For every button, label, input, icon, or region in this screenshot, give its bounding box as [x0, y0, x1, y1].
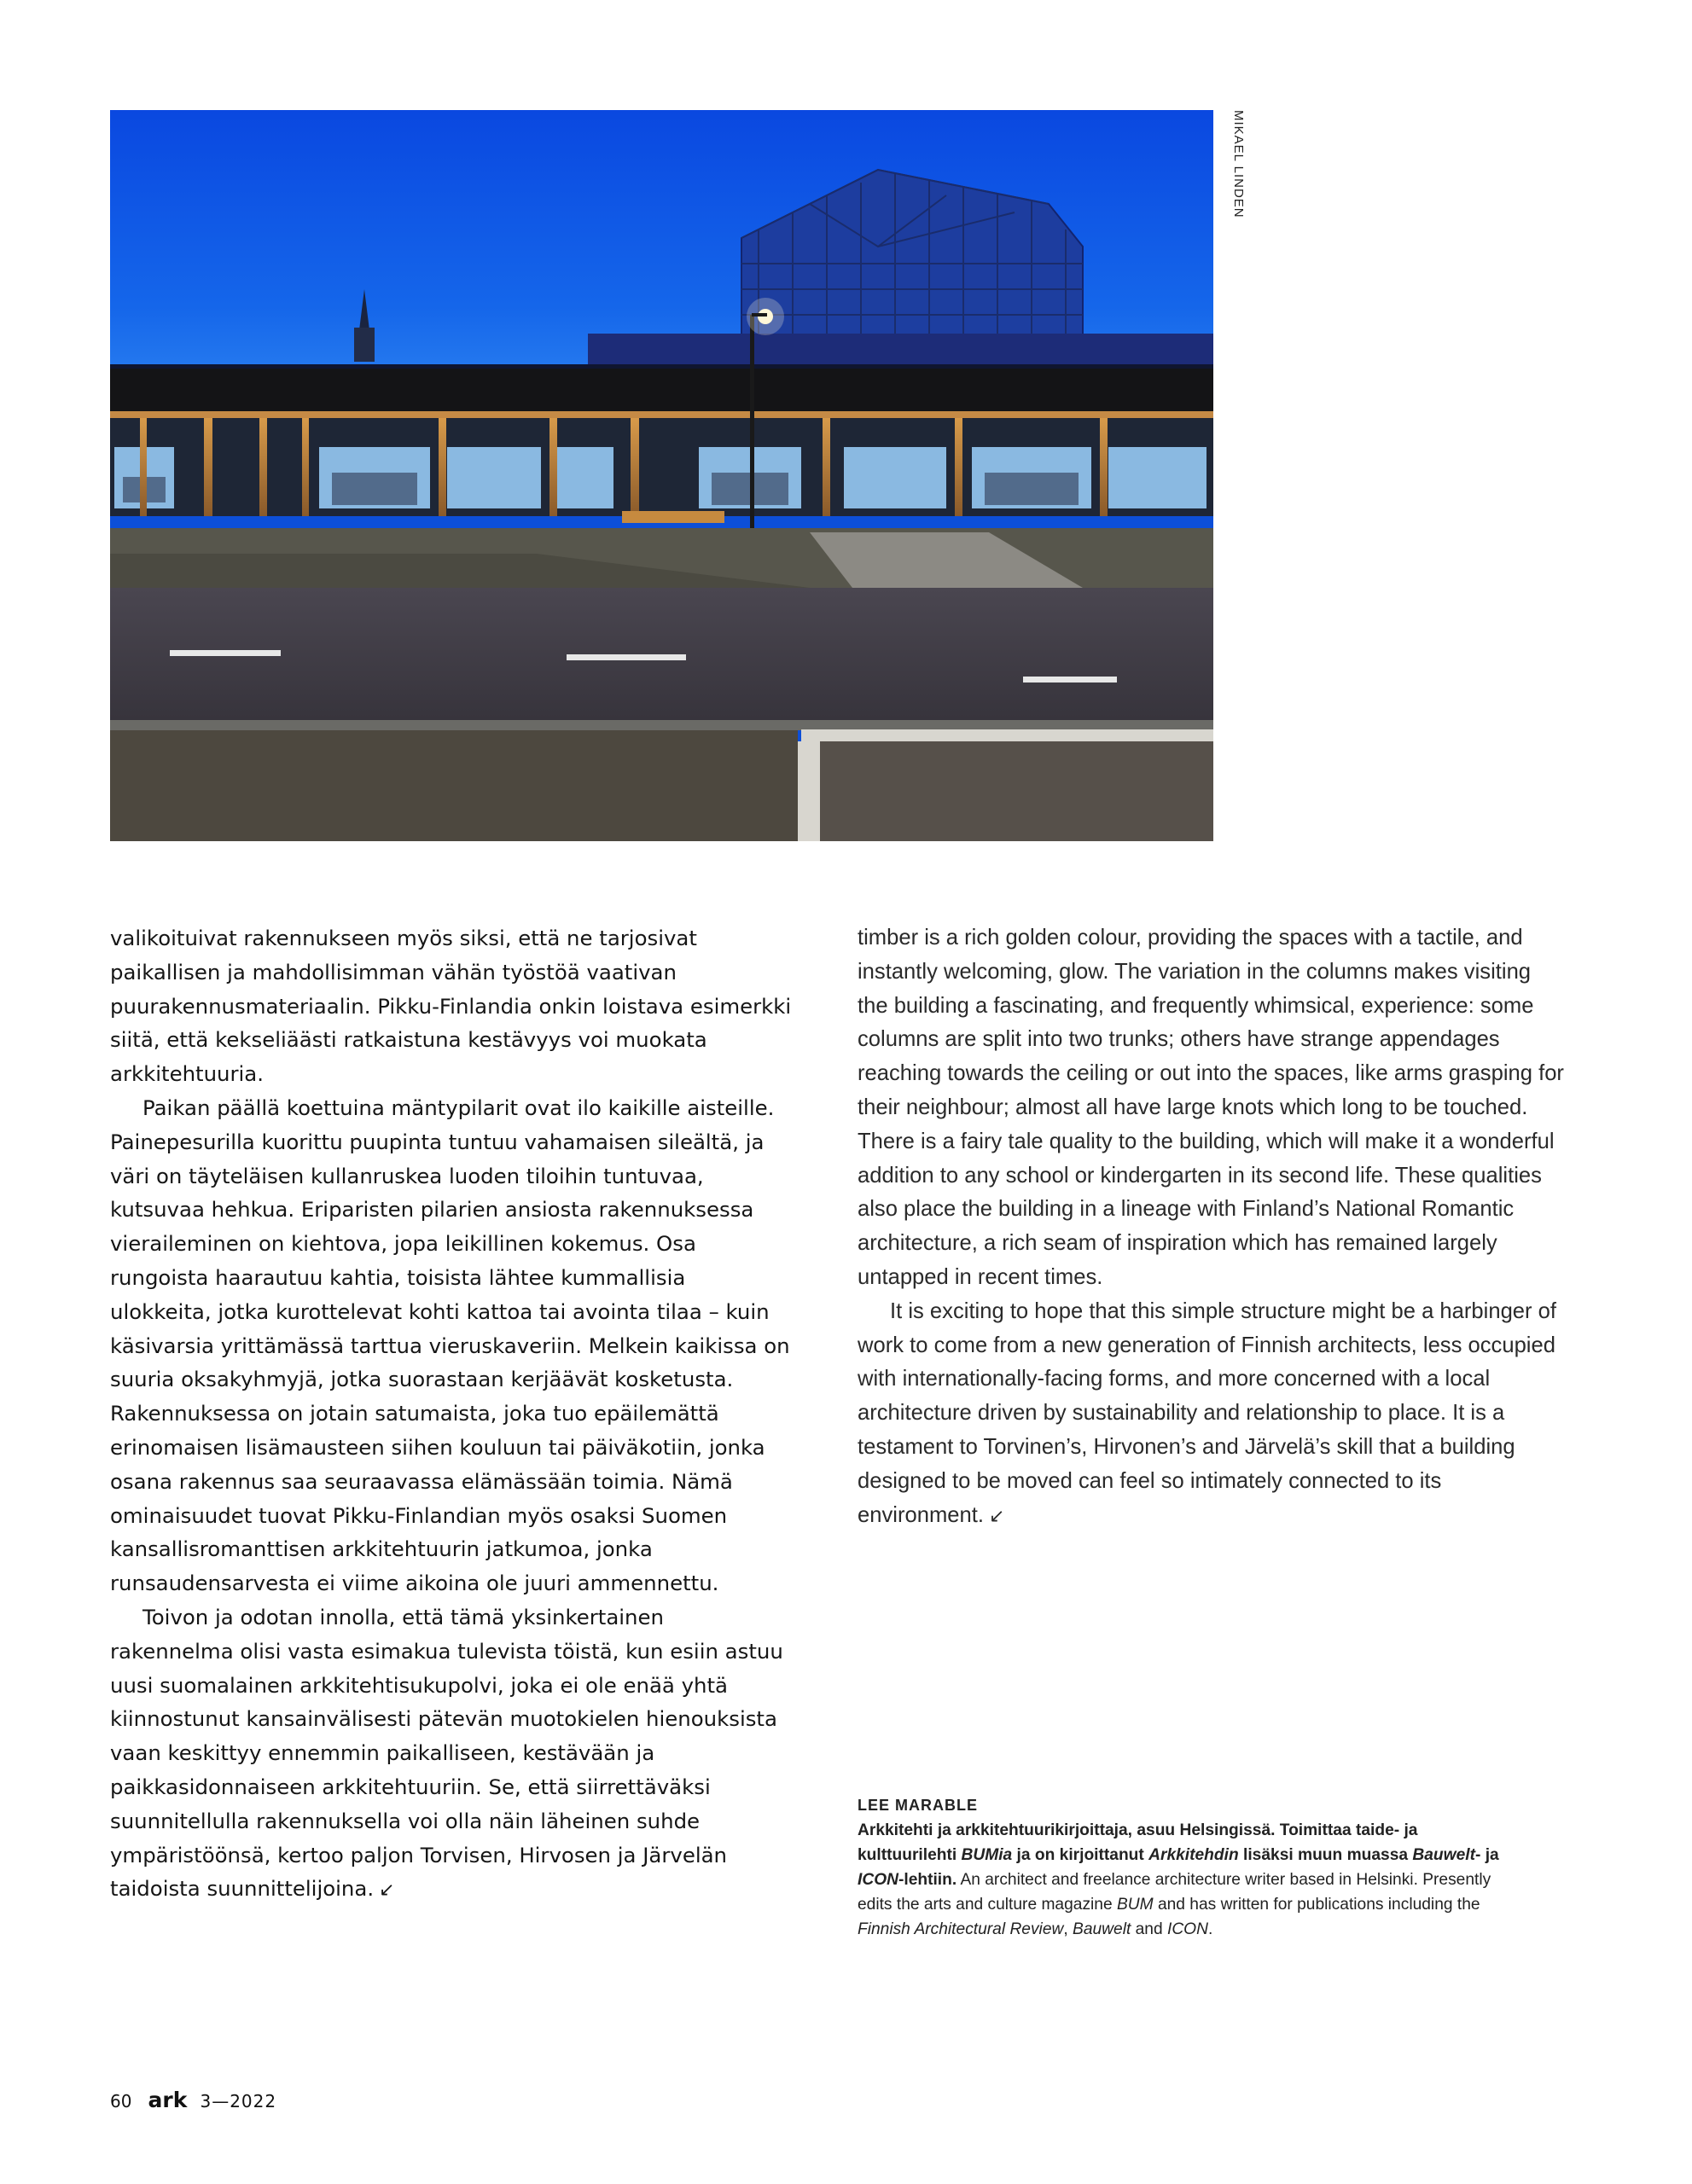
bio-en-italic: Bauwelt: [1073, 1920, 1131, 1938]
page-number: 60: [110, 2091, 132, 2111]
bio-en-part: .: [1207, 1920, 1213, 1938]
bio-en-part: and has written for publications including the: [1153, 1896, 1480, 1914]
fi-paragraph-1: valikoituivat rakennukseen myös siksi, että ne tarjosivat paikallisen ja mahdollisimman vähän työstöä vaativan puurakennusmateriaalin. Pikku-Finlandia onkin loistava esimerkki siitä, että kekseliäästi ratkaistuna kestävyys voi muokata arkkitehtuuria.: [110, 926, 792, 1087]
end-arrow-icon: ↙: [379, 1879, 395, 1902]
bio-en-italic: BUM: [1116, 1896, 1154, 1914]
bio-fi-part: ja on kirjoittanut: [1012, 1846, 1149, 1864]
issue-number: 3—2022: [200, 2091, 277, 2111]
bio-en-part: and: [1131, 1920, 1167, 1938]
magazine-name: ark: [148, 2088, 188, 2112]
author-bio: [858, 1793, 1506, 1942]
bio-fi-part: -lehtiin.: [898, 1871, 957, 1889]
bio-fi-italic: Bauwelt: [1412, 1846, 1475, 1864]
bio-en-italic: ICON: [1166, 1920, 1208, 1938]
bio-en-part: ,: [1063, 1920, 1073, 1938]
en-paragraph-2: [858, 1295, 1566, 1533]
bio-fi-part: - ja: [1474, 1846, 1499, 1864]
bio-fi-italic: ICON: [858, 1871, 898, 1889]
bio-fi-part: lisäksi muun muassa: [1238, 1846, 1413, 1864]
bio-fi-italic: BUMia: [961, 1846, 1013, 1864]
en-paragraph-2-text: It is exciting to hope that this simple structure might be a harbinger of work to come from a new generation of Finnish architects, less occupied with internationally-facing forms, and more concerned with a local architecture driven by sustainability and relationship to place. It is a testament to Torvinen’s, Hirvonen’s and Järvelä’s skill that a building designed to be moved can feel so intimately connected to its environment.: [858, 1298, 1557, 1527]
english-column: [858, 921, 1566, 1532]
bio-en-part: An architect and freelance architecture writer based in Helsinki. Presently edits the arts and culture magazine: [858, 1871, 1491, 1914]
author-name: LEE MARABLE: [858, 1797, 978, 1814]
finnish-column: [110, 921, 793, 1908]
bio-fi-italic: Arkkitehdin: [1148, 1846, 1239, 1864]
photo-credit: MIKAEL LINDEN: [1231, 110, 1246, 218]
en-paragraph-1: timber is a rich golden colour, providing the spaces with a tactile, and instantly welcoming, glow. The variation in the columns makes visiting the building a fascinating, and frequently whimsical, experience: some columns are split into two trunks; others have strange appendages reaching towards the ceiling or out into the spaces, like arms grasping for their neighbour; almost all have large knots which long to be touched. There is a fairy tale quality to the building, which will make it a wonderful addition to any school or kindergarten in its second life. These qualities also place the building in a lineage with Finland’s National Romantic architecture, a rich seam of inspiration which has remained largely untapped in recent times.: [858, 926, 1564, 1289]
building-photo: [110, 110, 1213, 841]
page-footer: [110, 2088, 276, 2112]
fi-paragraph-2: Paikan päällä koettuina mäntypilarit ovat ilo kaikille aisteille. Painepesurilla kuorittu puupinta tuntuu vahamaisen sileältä, ja väri on täyteläisen kullanruskea luoden tiloihin tuntuvaa, kutsuvaa hehkua. Eriparisten pilarien ansiosta rakennuksessa vieraileminen on kiehtova, jopa leikillinen kokemus. Osa rungoista haarautuu kahtia, toisista lähtee kummallisia ulokkeita, jotka kurottelevat kohti kattoa tai avointa tilaa – kuin käsivarsia yrittämässä tarttua vieruskaveriin. Melkein kaikissa on suuria oksakyhmyjä, jotka suorastaan kerjäävät kosketusta. Rakennuksessa on jotain satumaista, joka tuo epäilemättä erinomaisen lisämausteen siihen kouluun tai päiväkotiin, jonka osana rakennus saa seuraavassa elämässään toimia. Nämä ominaisuudet tuovat Pikku-Finlandian myös osaksi Suomen kansallisromanttisen arkkitehtuurin jatkumoa, jonka runsaudensarvesta ei viime aikoina ole juuri ammennettu.: [110, 1095, 790, 1596]
fi-paragraph-3-text: Toivon ja odotan innolla, että tämä yksinkertainen rakennelma olisi vasta esimakua tulevista töistä, kun esiin astuu uusi suomalainen arkkitehtisukupolvi, joka ei ole enää yhtä kiinnostunut kansainvälisesti pätevän muotokielen hienouksista vaan keskittyy ennemmin paikalliseen, kestävään ja paikkasidonnaiseen arkkitehtuuriin. Se, että siirrettäväksi suunnitellulla rakennuksella voi olla näin läheinen suhde ympäristöönsä, kertoo paljon Torvisen, Hirvosen ja Järvelän taidoista suunnittelijoina.: [110, 1604, 783, 1902]
photo-illustration: [110, 110, 1213, 841]
bio-text: [858, 1818, 1506, 1942]
bio-fi-part: Arkkitehti ja arkkitehtuurikirjoittaja, asuu Helsingissä. Toimittaa taide- ja kulttuurilehti: [858, 1821, 1418, 1864]
bio-en-italic: Finnish Architectural Review: [858, 1920, 1064, 1938]
fi-paragraph-3: [110, 1600, 793, 1908]
end-arrow-icon: ↙: [988, 1504, 1005, 1526]
